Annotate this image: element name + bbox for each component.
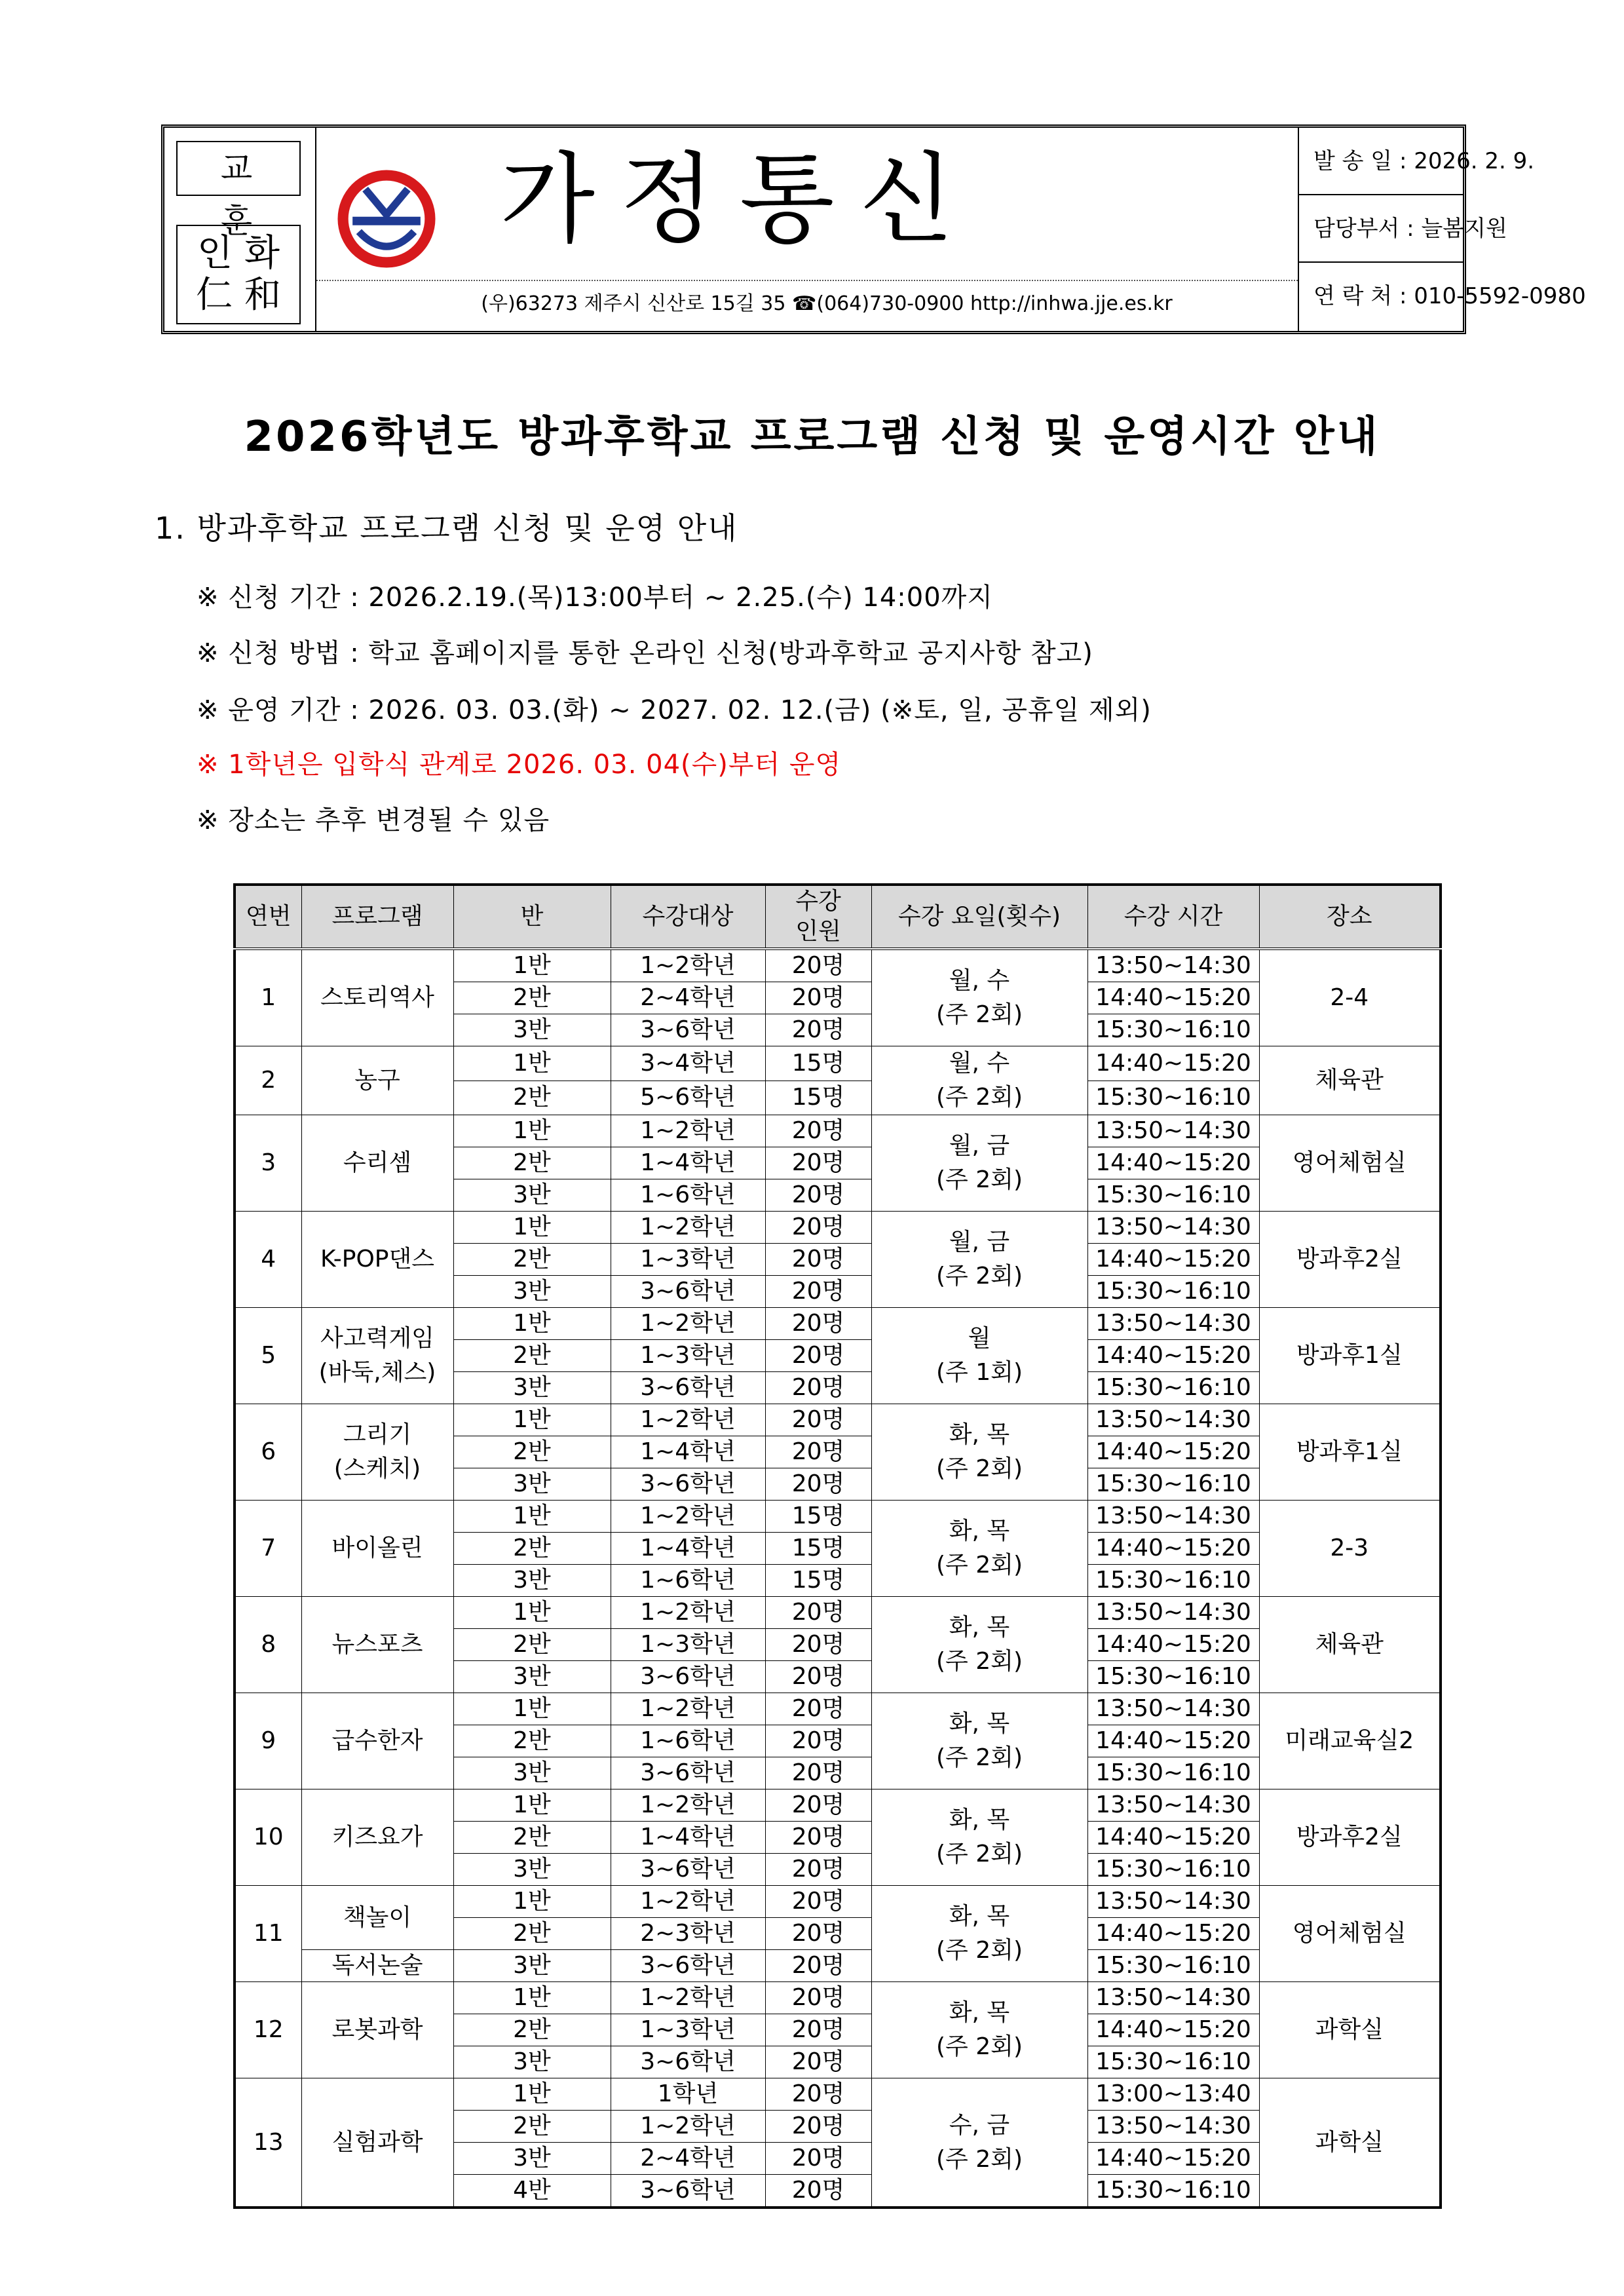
class-time: 14:40~15:20 xyxy=(1087,1918,1259,1950)
header-program: 프로그램 xyxy=(301,885,453,949)
target-grade: 1~2학년 xyxy=(611,1597,765,1629)
target-grade: 3~6학년 xyxy=(611,2046,765,2078)
target-grade: 2~4학년 xyxy=(611,982,765,1014)
header-no: 연번 xyxy=(235,885,301,949)
target-grade: 1~2학년 xyxy=(611,1501,765,1533)
class-name: 2반 xyxy=(453,982,611,1014)
capacity: 20명 xyxy=(765,1725,871,1757)
class-name: 2반 xyxy=(453,2014,611,2046)
class-time: 13:50~14:30 xyxy=(1087,1886,1259,1918)
capacity: 20명 xyxy=(765,1661,871,1693)
class-place: 영어체험실 xyxy=(1259,1886,1441,1982)
program-number: 9 xyxy=(235,1693,301,1789)
program-name: 뉴스포츠 xyxy=(301,1597,453,1693)
class-days: 월, 금 (주 2회) xyxy=(871,1115,1087,1212)
class-place: 체육관 xyxy=(1259,1597,1441,1693)
class-name: 2반 xyxy=(453,1081,611,1115)
program-number: 5 xyxy=(235,1308,301,1404)
class-time: 15:30~16:10 xyxy=(1087,1276,1259,1308)
class-days: 수, 금 (주 2회) xyxy=(871,2078,1087,2208)
class-time: 13:50~14:30 xyxy=(1087,1693,1259,1725)
class-name: 2반 xyxy=(453,1725,611,1757)
table-row xyxy=(235,1212,1441,1244)
program-name: 급수한자 xyxy=(301,1693,453,1789)
target-grade: 3~6학년 xyxy=(611,1372,765,1404)
target-grade: 1~2학년 xyxy=(611,1212,765,1244)
target-grade: 1~2학년 xyxy=(611,1308,765,1340)
note-first-grade: ※ 1학년은 입학식 관계로 2026. 03. 04(수)부터 운영 xyxy=(197,750,842,780)
target-grade: 1~2학년 xyxy=(611,2111,765,2143)
class-name: 1반 xyxy=(453,1404,611,1436)
class-time: 14:40~15:20 xyxy=(1087,1822,1259,1854)
capacity: 20명 xyxy=(765,1212,871,1244)
class-place: 2-3 xyxy=(1259,1501,1441,1597)
school-logo xyxy=(333,166,440,272)
program-number: 1 xyxy=(235,949,301,1046)
class-days: 월 (주 1회) xyxy=(871,1308,1087,1404)
capacity: 15명 xyxy=(765,1046,871,1081)
class-name: 1반 xyxy=(453,1115,611,1147)
header-time: 수강 시간 xyxy=(1087,885,1259,949)
program-name: 키즈요가 xyxy=(301,1789,453,1886)
capacity: 20명 xyxy=(765,2111,871,2143)
class-place: 체육관 xyxy=(1259,1046,1441,1115)
class-days: 화, 목 (주 2회) xyxy=(871,1886,1087,1982)
class-name: 1반 xyxy=(453,2078,611,2111)
class-name: 2반 xyxy=(453,2111,611,2143)
class-name: 2반 xyxy=(453,1244,611,1276)
class-place: 방과후1실 xyxy=(1259,1308,1441,1404)
class-time: 15:30~16:10 xyxy=(1087,2175,1259,2208)
capacity: 20명 xyxy=(765,1244,871,1276)
table-row xyxy=(235,1404,1441,1436)
class-name: 2반 xyxy=(453,1147,611,1179)
class-days: 월, 금 (주 2회) xyxy=(871,1212,1087,1308)
class-name: 2반 xyxy=(453,1822,611,1854)
table-row xyxy=(235,1597,1441,1629)
capacity: 20명 xyxy=(765,1886,871,1918)
table-row xyxy=(235,1308,1441,1340)
motto-box xyxy=(176,225,301,324)
target-grade: 3~6학년 xyxy=(611,2175,765,2208)
class-time: 14:40~15:20 xyxy=(1087,1725,1259,1757)
target-grade: 1~3학년 xyxy=(611,1244,765,1276)
class-time: 15:30~16:10 xyxy=(1087,1179,1259,1212)
class-time: 14:40~15:20 xyxy=(1087,1340,1259,1372)
class-time: 15:30~16:10 xyxy=(1087,1014,1259,1046)
class-time: 13:50~14:30 xyxy=(1087,1982,1259,2014)
class-name: 1반 xyxy=(453,1212,611,1244)
target-grade: 1~3학년 xyxy=(611,2014,765,2046)
target-grade: 2~3학년 xyxy=(611,1918,765,1950)
letterhead-center xyxy=(316,128,1299,331)
capacity: 20명 xyxy=(765,1115,871,1147)
target-grade: 1~4학년 xyxy=(611,1147,765,1179)
program-number: 12 xyxy=(235,1982,301,2078)
class-name: 1반 xyxy=(453,1789,611,1822)
target-grade: 1학년 xyxy=(611,2078,765,2111)
target-grade: 3~6학년 xyxy=(611,1757,765,1789)
class-place: 미래교육실2 xyxy=(1259,1693,1441,1789)
capacity: 20명 xyxy=(765,1014,871,1046)
capacity: 20명 xyxy=(765,1308,871,1340)
program-name: 바이올린 xyxy=(301,1501,453,1597)
class-time: 13:50~14:30 xyxy=(1087,1115,1259,1147)
class-time: 14:40~15:20 xyxy=(1087,1147,1259,1179)
program-name: 수리셈 xyxy=(301,1115,453,1212)
class-days: 화, 목 (주 2회) xyxy=(871,1693,1087,1789)
class-name: 3반 xyxy=(453,1854,611,1886)
capacity: 20명 xyxy=(765,1629,871,1661)
capacity: 20명 xyxy=(765,2046,871,2078)
letterhead-info xyxy=(1299,128,1586,331)
class-place: 방과후2실 xyxy=(1259,1789,1441,1886)
class-name: 2반 xyxy=(453,1629,611,1661)
table-row xyxy=(235,2078,1441,2111)
class-time: 15:30~16:10 xyxy=(1087,1565,1259,1597)
capacity: 20명 xyxy=(765,1789,871,1822)
class-days: 화, 목 (주 2회) xyxy=(871,1501,1087,1597)
class-time: 13:50~14:30 xyxy=(1087,1501,1259,1533)
program-name: 독서논술 xyxy=(301,1950,453,1982)
target-grade: 1~2학년 xyxy=(611,1886,765,1918)
target-grade: 1~2학년 xyxy=(611,1115,765,1147)
class-time: 13:50~14:30 xyxy=(1087,1212,1259,1244)
class-name: 3반 xyxy=(453,1372,611,1404)
class-time: 15:30~16:10 xyxy=(1087,2046,1259,2078)
note-apply-period: ※ 신청 기간 : 2026.2.19.(목)13:00부터 ~ 2.25.(수) 14:00까지 xyxy=(197,583,993,613)
newsletter-title: 가정통신 xyxy=(500,143,979,257)
class-name: 2반 xyxy=(453,1918,611,1950)
class-name: 2반 xyxy=(453,1340,611,1372)
class-place: 방과후2실 xyxy=(1259,1212,1441,1308)
class-name: 4반 xyxy=(453,2175,611,2208)
capacity: 20명 xyxy=(765,1918,871,1950)
class-time: 15:30~16:10 xyxy=(1087,1661,1259,1693)
capacity: 20명 xyxy=(765,2014,871,2046)
table-row xyxy=(235,1046,1441,1081)
class-time: 14:40~15:20 xyxy=(1087,1533,1259,1565)
motto-panel xyxy=(164,128,316,331)
capacity: 20명 xyxy=(765,982,871,1014)
class-time: 13:50~14:30 xyxy=(1087,1308,1259,1340)
class-name: 3반 xyxy=(453,1565,611,1597)
capacity: 15명 xyxy=(765,1501,871,1533)
header-capacity: 수강 인원 xyxy=(765,885,871,949)
class-time: 15:30~16:10 xyxy=(1087,1757,1259,1789)
target-grade: 1~3학년 xyxy=(611,1340,765,1372)
target-grade: 1~2학년 xyxy=(611,1982,765,2014)
class-place: 과학실 xyxy=(1259,2078,1441,2208)
document-title: 2026학년도 방과후학교 프로그램 신청 및 운영시간 안내 xyxy=(244,413,1380,461)
table-row xyxy=(235,949,1441,982)
class-time: 14:40~15:20 xyxy=(1087,1244,1259,1276)
table-row xyxy=(235,1693,1441,1725)
target-grade: 3~6학년 xyxy=(611,1854,765,1886)
class-time: 13:50~14:30 xyxy=(1087,1404,1259,1436)
target-grade: 1~4학년 xyxy=(611,1533,765,1565)
table-row xyxy=(235,1982,1441,2014)
class-name: 3반 xyxy=(453,1276,611,1308)
program-number: 8 xyxy=(235,1597,301,1693)
program-name: 책놀이 xyxy=(301,1886,453,1950)
capacity: 20명 xyxy=(765,1340,871,1372)
target-grade: 5~6학년 xyxy=(611,1081,765,1115)
capacity: 20명 xyxy=(765,1757,871,1789)
capacity: 20명 xyxy=(765,2078,871,2111)
contact: 연 락 처 : 010-5592-0980 xyxy=(1313,283,1586,309)
motto-hanja: 仁 和 xyxy=(196,274,281,316)
class-time: 13:00~13:40 xyxy=(1087,2078,1259,2111)
class-place: 방과후1실 xyxy=(1259,1404,1441,1501)
class-place: 과학실 xyxy=(1259,1982,1441,2078)
capacity: 20명 xyxy=(765,1468,871,1501)
capacity: 20명 xyxy=(765,1276,871,1308)
target-grade: 3~6학년 xyxy=(611,1468,765,1501)
class-place: 영어체험실 xyxy=(1259,1115,1441,1212)
class-name: 1반 xyxy=(453,1886,611,1918)
target-grade: 1~6학년 xyxy=(611,1565,765,1597)
table-row xyxy=(235,1886,1441,1918)
class-name: 3반 xyxy=(453,2143,611,2175)
table-header-row xyxy=(235,885,1441,949)
class-name: 3반 xyxy=(453,1014,611,1046)
target-grade: 1~4학년 xyxy=(611,1822,765,1854)
capacity: 20명 xyxy=(765,1404,871,1436)
motto-korean: 인 화 xyxy=(197,232,280,275)
capacity: 20명 xyxy=(765,949,871,982)
target-grade: 1~2학년 xyxy=(611,1404,765,1436)
capacity: 20명 xyxy=(765,1693,871,1725)
note-place-change: ※ 장소는 추후 변경될 수 있음 xyxy=(197,805,550,835)
class-time: 13:50~14:30 xyxy=(1087,1597,1259,1629)
capacity: 20명 xyxy=(765,1982,871,2014)
section-heading: 1. 방과후학교 프로그램 신청 및 운영 안내 xyxy=(155,510,738,546)
class-place: 2-4 xyxy=(1259,949,1441,1046)
program-name: 그리기 (스케치) xyxy=(301,1404,453,1501)
class-time: 15:30~16:10 xyxy=(1087,1854,1259,1886)
class-time: 15:30~16:10 xyxy=(1087,1468,1259,1501)
capacity: 20명 xyxy=(765,2175,871,2208)
class-name: 1반 xyxy=(453,1308,611,1340)
capacity: 20명 xyxy=(765,2143,871,2175)
note-apply-method: ※ 신청 방법 : 학교 홈페이지를 통한 온라인 신청(방과후학교 공지사항 참고) xyxy=(197,638,1093,668)
class-name: 3반 xyxy=(453,2046,611,2078)
program-number: 10 xyxy=(235,1789,301,1886)
department: 담당부서 : 늘봄지원 xyxy=(1299,195,1463,263)
program-name: 로봇과학 xyxy=(301,1982,453,2078)
class-days: 월, 수 (주 2회) xyxy=(871,1046,1087,1115)
target-grade: 3~4학년 xyxy=(611,1046,765,1081)
class-time: 14:40~15:20 xyxy=(1087,982,1259,1014)
capacity: 15명 xyxy=(765,1565,871,1597)
class-name: 1반 xyxy=(453,1046,611,1081)
class-time: 15:30~16:10 xyxy=(1087,1950,1259,1982)
target-grade: 3~6학년 xyxy=(611,1276,765,1308)
school-address: (우)63273 제주시 신산로 15길 35 ☎(064)730-0900 http://inhwa.jje.es.kr xyxy=(316,280,1298,332)
class-name: 3반 xyxy=(453,1179,611,1212)
program-number: 3 xyxy=(235,1115,301,1212)
class-days: 화, 목 (주 2회) xyxy=(871,1982,1087,2078)
class-time: 13:50~14:30 xyxy=(1087,1789,1259,1822)
header-place: 장소 xyxy=(1259,885,1441,949)
class-name: 3반 xyxy=(453,1468,611,1501)
class-name: 1반 xyxy=(453,949,611,982)
letterhead xyxy=(161,124,1586,334)
class-time: 14:40~15:20 xyxy=(1087,2143,1259,2175)
table-row xyxy=(235,1789,1441,1822)
capacity: 20명 xyxy=(765,1822,871,1854)
class-name: 3반 xyxy=(453,1950,611,1982)
motto-label: 교 훈 xyxy=(176,141,301,196)
class-time: 13:50~14:30 xyxy=(1087,949,1259,982)
class-name: 2반 xyxy=(453,1533,611,1565)
table-body xyxy=(235,949,1441,2208)
class-name: 1반 xyxy=(453,1982,611,2014)
class-time: 14:40~15:20 xyxy=(1087,1436,1259,1468)
program-name: 스토리역사 xyxy=(301,949,453,1046)
capacity: 20명 xyxy=(765,1597,871,1629)
class-days: 화, 목 (주 2회) xyxy=(871,1789,1087,1886)
target-grade: 1~4학년 xyxy=(611,1436,765,1468)
program-number: 7 xyxy=(235,1501,301,1597)
program-number: 2 xyxy=(235,1046,301,1115)
capacity: 20명 xyxy=(765,1179,871,1212)
class-days: 화, 목 (주 2회) xyxy=(871,1597,1087,1693)
program-number: 11 xyxy=(235,1886,301,1982)
class-name: 3반 xyxy=(453,1757,611,1789)
program-name: 농구 xyxy=(301,1046,453,1115)
class-time: 15:30~16:10 xyxy=(1087,1081,1259,1115)
capacity: 20명 xyxy=(765,1854,871,1886)
table-row xyxy=(235,1501,1441,1533)
program-number: 4 xyxy=(235,1212,301,1308)
capacity: 15명 xyxy=(765,1081,871,1115)
table-row xyxy=(235,1115,1441,1147)
target-grade: 3~6학년 xyxy=(611,1950,765,1982)
note-run-period: ※ 운영 기간 : 2026. 03. 03.(화) ~ 2027. 02. 12.(금) (※토, 일, 공휴일 제외) xyxy=(197,695,1152,725)
target-grade: 1~2학년 xyxy=(611,949,765,982)
capacity: 20명 xyxy=(765,1950,871,1982)
capacity: 20명 xyxy=(765,1147,871,1179)
class-days: 월, 수 (주 2회) xyxy=(871,949,1087,1046)
schedule-table xyxy=(233,883,1442,2209)
target-grade: 1~6학년 xyxy=(611,1179,765,1212)
target-grade: 1~6학년 xyxy=(611,1725,765,1757)
class-name: 1반 xyxy=(453,1693,611,1725)
target-grade: 2~4학년 xyxy=(611,2143,765,2175)
header-days: 수강 요일(횟수) xyxy=(871,885,1087,949)
class-time: 15:30~16:10 xyxy=(1087,1372,1259,1404)
class-time: 14:40~15:20 xyxy=(1087,1046,1259,1081)
target-grade: 1~2학년 xyxy=(611,1789,765,1822)
class-days: 화, 목 (주 2회) xyxy=(871,1404,1087,1501)
send-date: 발 송 일 : 2026. 2. 9. xyxy=(1299,128,1463,195)
capacity: 20명 xyxy=(765,1436,871,1468)
capacity: 20명 xyxy=(765,1372,871,1404)
target-grade: 1~2학년 xyxy=(611,1693,765,1725)
class-name: 2반 xyxy=(453,1436,611,1468)
program-name: K-POP댄스 xyxy=(301,1212,453,1308)
capacity: 15명 xyxy=(765,1533,871,1565)
program-number: 6 xyxy=(235,1404,301,1501)
class-name: 1반 xyxy=(453,1501,611,1533)
target-grade: 3~6학년 xyxy=(611,1014,765,1046)
class-name: 1반 xyxy=(453,1597,611,1629)
class-time: 14:40~15:20 xyxy=(1087,1629,1259,1661)
class-name: 3반 xyxy=(453,1661,611,1693)
target-grade: 3~6학년 xyxy=(611,1661,765,1693)
class-time: 14:40~15:20 xyxy=(1087,2014,1259,2046)
program-name: 사고력게임 (바둑,체스) xyxy=(301,1308,453,1404)
class-time: 13:50~14:30 xyxy=(1087,2111,1259,2143)
program-name: 실험과학 xyxy=(301,2078,453,2208)
header-class: 반 xyxy=(453,885,611,949)
program-number: 13 xyxy=(235,2078,301,2208)
header-target: 수강대상 xyxy=(611,885,765,949)
target-grade: 1~3학년 xyxy=(611,1629,765,1661)
